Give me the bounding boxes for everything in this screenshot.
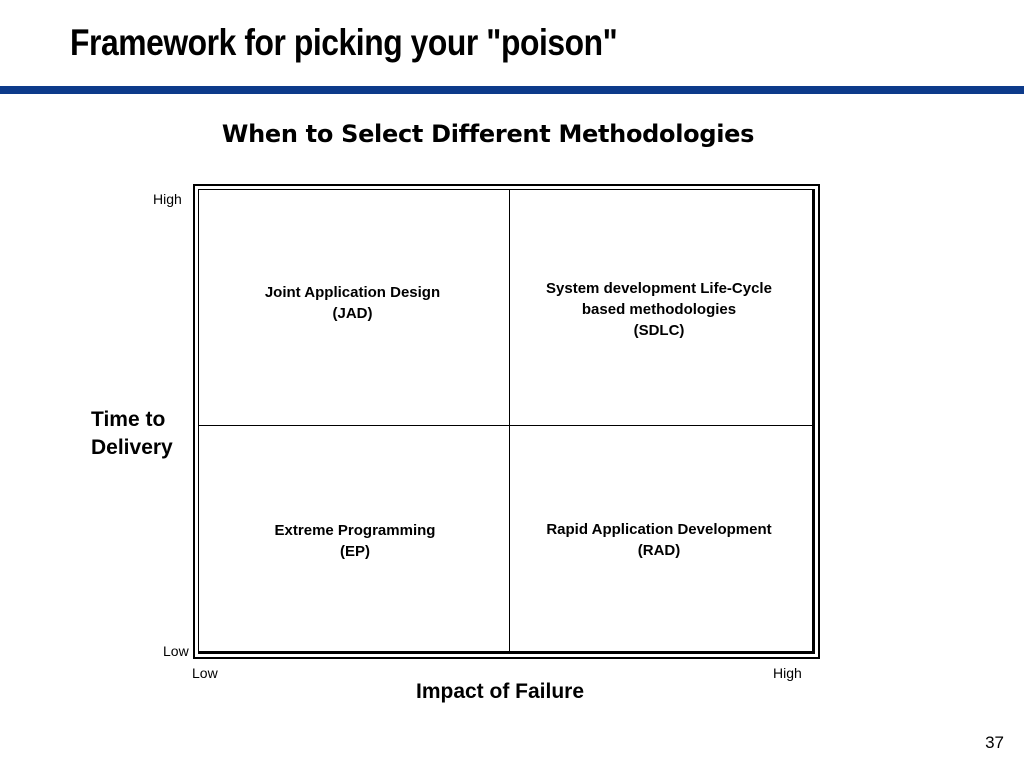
slide-title: Framework for picking your "poison" [70,22,618,63]
quadrant-line: (SDLC) [633,322,685,339]
quadrant-top-left-jad [250,282,455,324]
quadrant-matrix [193,184,820,659]
quadrant-line: (EP) [340,543,370,560]
y-axis-high-label: High [153,191,182,207]
quadrant-line: Rapid Application Development [546,521,772,538]
page-number: 37 [985,733,1004,752]
horizontal-divider [199,425,812,426]
title-divider [0,86,1024,94]
quadrant-line: based methodologies [581,301,737,318]
quadrant-line: (JAD) [332,305,373,322]
matrix-frame [198,189,815,654]
quadrant-bottom-left-ep [255,520,455,562]
quadrant-bottom-right-rad [525,519,793,561]
quadrant-line: Joint Application Design [264,284,441,301]
quadrant-line: (RAD) [637,542,681,559]
quadrant-line: System development Life-Cycle [546,280,772,297]
x-axis-low-label: Low [192,665,218,681]
y-axis-title-line: Delivery [91,436,173,459]
quadrant-line: Extreme Programming [274,522,436,539]
y-axis-low-label: Low [163,643,189,659]
vertical-divider [509,190,510,651]
x-axis-high-label: High [773,665,802,681]
y-axis-title-line: Time to [91,408,166,431]
y-axis-title [91,406,201,462]
x-axis-title: Impact of Failure [415,680,585,703]
diagram-subtitle: When to Select Different Methodologies [221,120,755,148]
quadrant-top-right-sdlc [525,278,793,341]
